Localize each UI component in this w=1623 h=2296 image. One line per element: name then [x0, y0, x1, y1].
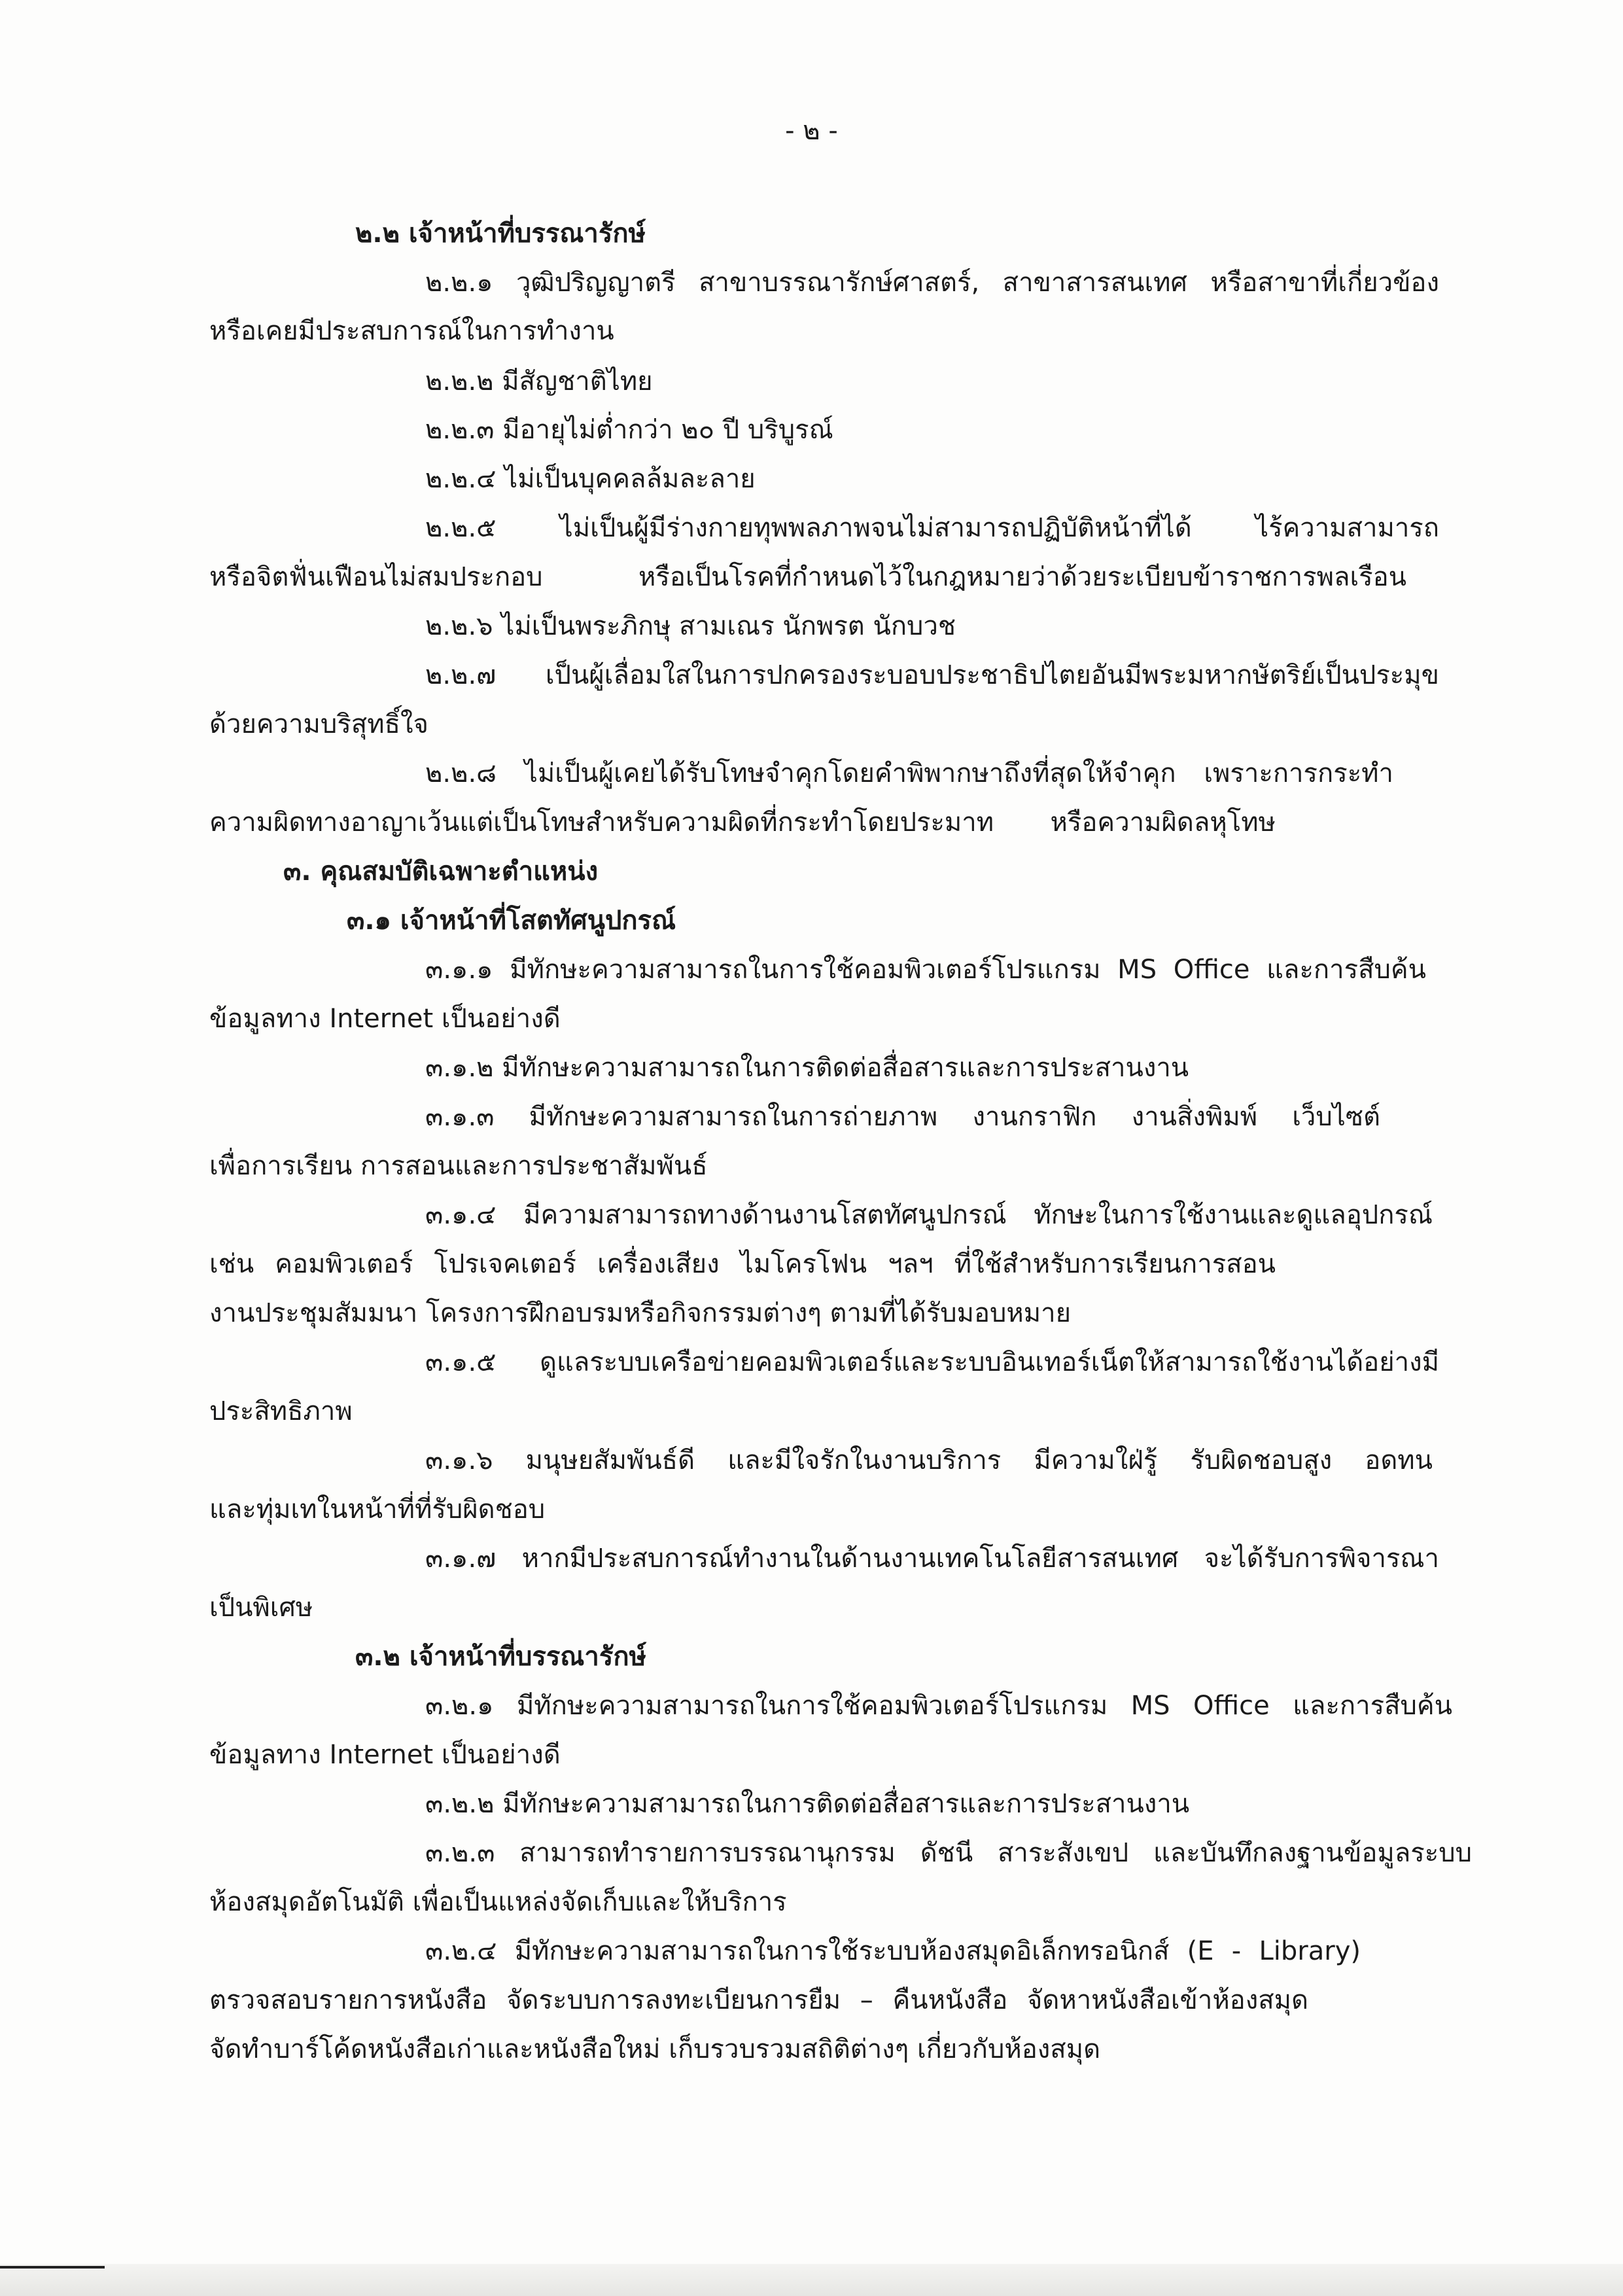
- text-line: ๓.๑.๖ มนุษยสัมพันธ์ดี และมีใจรักในงานบริการ มีความใฝ่รู้ รับผิดชอบสูง อดทน: [425, 1445, 1433, 1475]
- text-line: ข้อมูลทาง Internet เป็นอย่างดี: [209, 1004, 561, 1034]
- text-line: ด้วยความบริสุทธิ์ใจ: [209, 709, 428, 739]
- text-line: ๒.๒.๘ ไม่เป็นผู้เคยได้รับโทษจำคุกโดยคำพิพากษาถึงที่สุดให้จำคุก เพราะการกระทำ: [425, 758, 1393, 788]
- text-line: ประสิทธิภาพ: [209, 1396, 353, 1426]
- text-line: ๒.๒.๓ มีอายุไม่ต่ำกว่า ๒๐ ปี บริบูรณ์: [425, 415, 833, 445]
- text-line: ความผิดทางอาญาเว้นแต่เป็นโทษสำหรับความผิดที่กระทำโดยประมาท หรือความผิดลหุโทษ: [209, 807, 1276, 838]
- text-line: ข้อมูลทาง Internet เป็นอย่างดี: [209, 1740, 561, 1770]
- text-line: ๓.๑.๔ มีความสามารถทางด้านงานโสตทัศนูปกรณ์ ทักษะในการใช้งานและดูแลอุปกรณ์: [425, 1200, 1433, 1230]
- text-line: เช่น คอมพิวเตอร์ โปรเจคเตอร์ เครื่องเสียง ไมโครโฟน ฯลฯ ที่ใช้สำหรับการเรียนการสอน: [209, 1249, 1276, 1279]
- text-line: ๒.๒.๑ วุฒิปริญญาตรี สาขาบรรณารักษ์ศาสตร์, สาขาสารสนเทศ หรือสาขาที่เกี่ยวข้อง: [425, 268, 1439, 298]
- text-line: ๒.๒.๗ เป็นผู้เลื่อมใสในการปกครองระบอบประชาธิปไตยอันมีพระมหากษัตริย์เป็นประมุข: [425, 660, 1439, 690]
- text-line: ๓.๒.๒ มีทักษะความสามารถในการติดต่อสื่อสารและการประสานงาน: [425, 1789, 1190, 1819]
- text-line: ๒.๒.๔ ไม่เป็นบุคคลล้มละลาย: [425, 464, 756, 494]
- text-line: เพื่อการเรียน การสอนและการประชาสัมพันธ์: [209, 1151, 708, 1181]
- text-line: ๓.๑.๕ ดูแลระบบเครือข่ายคอมพิวเตอร์และระบบอินเทอร์เน็ตให้สามารถใช้งานได้อย่างมี: [425, 1347, 1439, 1377]
- text-line: หรือจิตฟั่นเฟือนไม่สมประกอบ หรือเป็นโรคที่กำหนดไว้ในกฎหมายว่าด้วยระเบียบข้าราชการพลเรือน: [209, 562, 1406, 592]
- text-line: และทุ่มเทในหน้าที่ที่รับผิดชอบ: [209, 1494, 546, 1525]
- section-heading: ๒.๒ เจ้าหน้าที่บรรณารักษ์: [355, 219, 646, 249]
- text-line: หรือเคยมีประสบการณ์ในการทำงาน: [209, 316, 614, 346]
- section-heading: ๓. คุณสมบัติเฉพาะตำแหน่ง: [283, 857, 599, 887]
- text-line: ๓.๒.๑ มีทักษะความสามารถในการใช้คอมพิวเตอร์โปรแกรม MS Office และการสืบค้น: [425, 1691, 1452, 1721]
- text-line: ๒.๒.๒ มีสัญชาติไทย: [425, 366, 653, 397]
- text-line: ๓.๑.๓ มีทักษะความสามารถในการถ่ายภาพ งานกราฟิก งานสิ่งพิมพ์ เว็บไซต์: [425, 1102, 1380, 1132]
- text-line: ตรวจสอบรายการหนังสือ จัดระบบการลงทะเบียนการยืม – คืนหนังสือ จัดหาหนังสือเข้าห้องสมุด: [209, 1985, 1308, 2015]
- section-heading: ๓.๑ เจ้าหน้าที่โสตทัศนูปกรณ์: [347, 906, 676, 936]
- text-line: ๓.๑.๗ หากมีประสบการณ์ทำงานในด้านงานเทคโนโลยีสารสนเทศ จะได้รับการพิจารณา: [425, 1544, 1439, 1574]
- scan-edge-mark: [0, 2266, 105, 2269]
- text-line: ๓.๒.๓ สามารถทำรายการบรรณานุกรรม ดัชนี สาระสังเขป และบันทึกลงฐานข้อมูลระบบ: [425, 1838, 1472, 1868]
- text-line: งานประชุมสัมมนา โครงการฝึกอบรมหรือกิจกรรมต่างๆ ตามที่ได้รับมอบหมาย: [209, 1298, 1072, 1328]
- page-number: - ๒ -: [785, 116, 838, 146]
- text-line: ๒.๒.๖ ไม่เป็นพระภิกษุ สามเณร นักพรต นักบวช: [425, 611, 956, 641]
- text-line: จัดทำบาร์โค้ดหนังสือเก่าและหนังสือใหม่ เก็บรวบรวมสถิติต่างๆ เกี่ยวกับห้องสมุด: [209, 2034, 1101, 2064]
- text-line: เป็นพิเศษ: [209, 1593, 313, 1623]
- scan-bottom-edge: [0, 2264, 1623, 2296]
- text-line: ๓.๑.๒ มีทักษะความสามารถในการติดต่อสื่อสารและการประสานงาน: [425, 1053, 1189, 1083]
- text-line: ๓.๒.๔ มีทักษะความสามารถในการใช้ระบบห้องสมุดอิเล็กทรอนิกส์ (E - Library): [425, 1936, 1361, 1966]
- text-line: ๒.๒.๕ ไม่เป็นผู้มีร่างกายทุพพลภาพจนไม่สามารถปฏิบัติหน้าที่ได้ ไร้ความสามารถ: [425, 513, 1439, 543]
- section-heading: ๓.๒ เจ้าหน้าที่บรรณารักษ์: [355, 1642, 646, 1672]
- text-line: ห้องสมุดอัตโนมัติ เพื่อเป็นแหล่งจัดเก็บและให้บริการ: [209, 1887, 787, 1917]
- text-line: ๓.๑.๑ มีทักษะความสามารถในการใช้คอมพิวเตอร์โปรแกรม MS Office และการสืบค้น: [425, 955, 1426, 985]
